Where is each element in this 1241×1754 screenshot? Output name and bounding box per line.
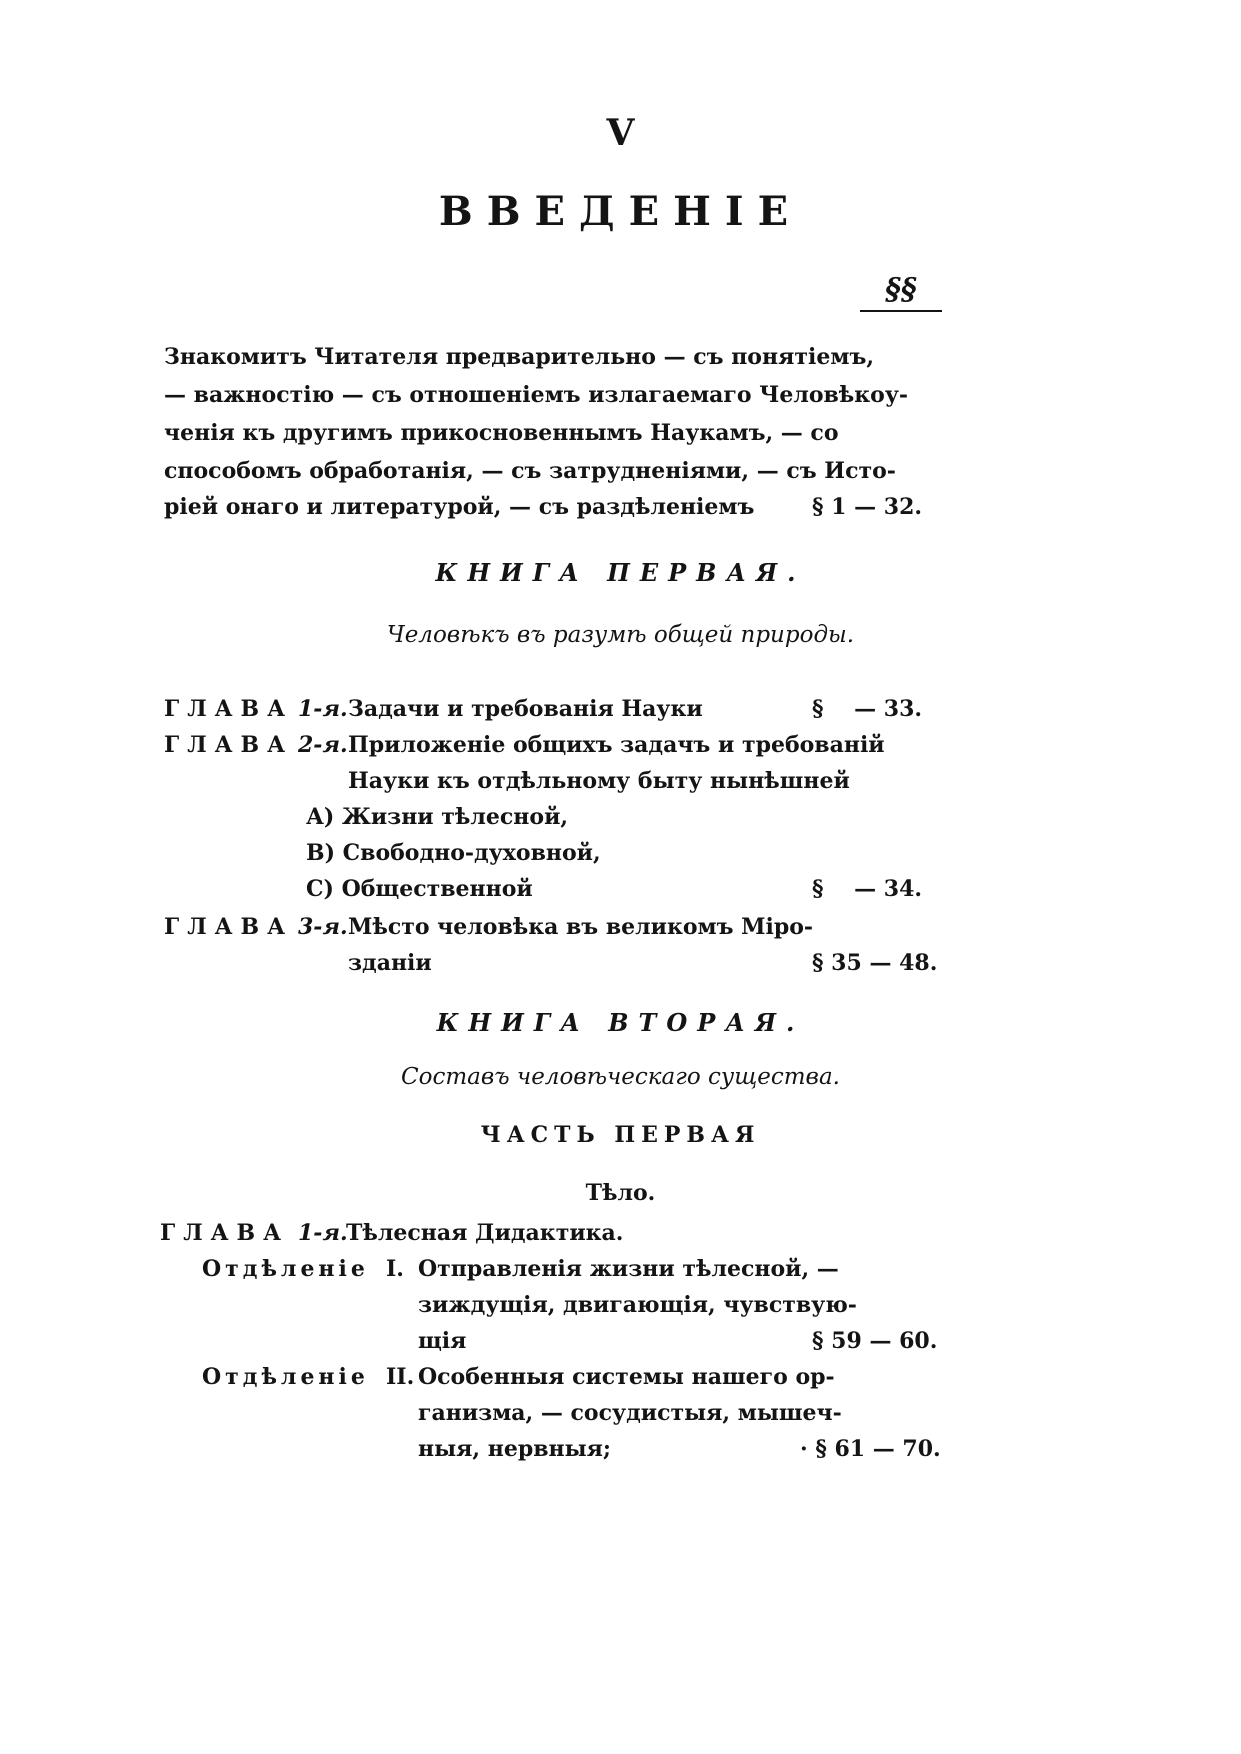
chapter-2-section-ref: § — 34.	[812, 876, 923, 902]
chapter-2-item-b: В) Свободно-духовной,	[306, 840, 601, 866]
part-one-title: ЧАСТЬ ПЕРВАЯ	[480, 1122, 761, 1148]
division-1-title-line-2: зиждущія, двигающія, чувствую-	[418, 1292, 857, 1318]
page-number: V	[606, 112, 635, 154]
intro-line-4: способомъ обработанія, — съ затрудненіями, — съ Исто-	[164, 458, 896, 484]
division-1-title-line-3: щія	[418, 1328, 467, 1354]
chapter-2-title-line-2: Науки къ отдѣльному быту нынѣшней	[348, 768, 850, 794]
book-two-chapter-1-title: Тѣлесная Дидактика.	[346, 1220, 624, 1246]
division-2-title-line-1: Особенныя системы нашего ор-	[418, 1364, 835, 1390]
chapter-1-title: Задачи и требованія Науки	[348, 696, 703, 722]
chapter-2-number: 2-я.	[298, 732, 348, 758]
chapter-3-section-ref: § 35 — 48.	[812, 950, 938, 976]
chapter-1-number: 1-я.	[298, 696, 348, 722]
book-one-title: КНИГА ПЕРВАЯ.	[435, 558, 806, 587]
book-one-subtitle: Человѣкъ въ разумѣ общей природы.	[386, 622, 855, 648]
intro-line-5: ріей онаго и литературой, — съ раздѣленіемъ	[164, 494, 755, 520]
division-1-title-line-1: Отправленія жизни тѣлесной, —	[418, 1256, 839, 1282]
division-2-number: II.	[386, 1364, 415, 1390]
chapter-1-label: ГЛАВА	[164, 696, 294, 722]
intro-line-3: ченія къ другимъ прикосновеннымъ Наукамъ, — со	[164, 420, 839, 446]
chapter-3-number: 3-я.	[298, 914, 348, 940]
page-title: ВВЕДЕНІЕ	[438, 188, 803, 235]
chapter-1-section-ref: § — 33.	[812, 696, 923, 722]
intro-line-1: Знакомитъ Читателя предварительно — съ понятіемъ,	[164, 344, 874, 370]
section-column-marker: §§	[860, 270, 942, 312]
part-one-subtitle: Тѣло.	[585, 1180, 656, 1206]
chapter-2-item-a: А) Жизни тѣлесной,	[306, 804, 569, 830]
division-2-title-line-3: ныя, нервныя;	[418, 1436, 612, 1462]
division-2-title-line-2: ганизма, — сосудистыя, мышеч-	[418, 1400, 842, 1426]
intro-line-2: — важностію — съ отношеніемъ излагаемаго Человѣкоу-	[164, 382, 909, 408]
division-2-label: Отдѣленіе	[202, 1364, 369, 1390]
division-1-number: I.	[386, 1256, 404, 1282]
chapter-3-title-line-2: зданіи	[348, 950, 432, 976]
division-1-label: Отдѣленіе	[202, 1256, 369, 1282]
division-1-section-ref: § 59 — 60.	[812, 1328, 938, 1354]
chapter-2-item-c: С) Общественной	[306, 876, 533, 902]
chapter-3-title-line-1: Мѣсто человѣка въ великомъ Міро-	[348, 914, 814, 940]
chapter-2-title-line-1: Приложеніе общихъ задачъ и требованій	[348, 732, 885, 758]
book-two-subtitle: Составъ человѣческаго существа.	[401, 1064, 840, 1090]
chapter-3-label: ГЛАВА	[164, 914, 294, 940]
division-2-section-ref: · § 61 — 70.	[800, 1436, 941, 1462]
intro-section-ref: § 1 — 32.	[812, 494, 923, 520]
book-two-chapter-1-label: ГЛАВА	[160, 1220, 290, 1246]
chapter-2-label: ГЛАВА	[164, 732, 294, 758]
book-two-chapter-1-number: 1-я.	[298, 1220, 348, 1246]
book-two-title: КНИГА ВТОРАЯ.	[436, 1008, 805, 1037]
